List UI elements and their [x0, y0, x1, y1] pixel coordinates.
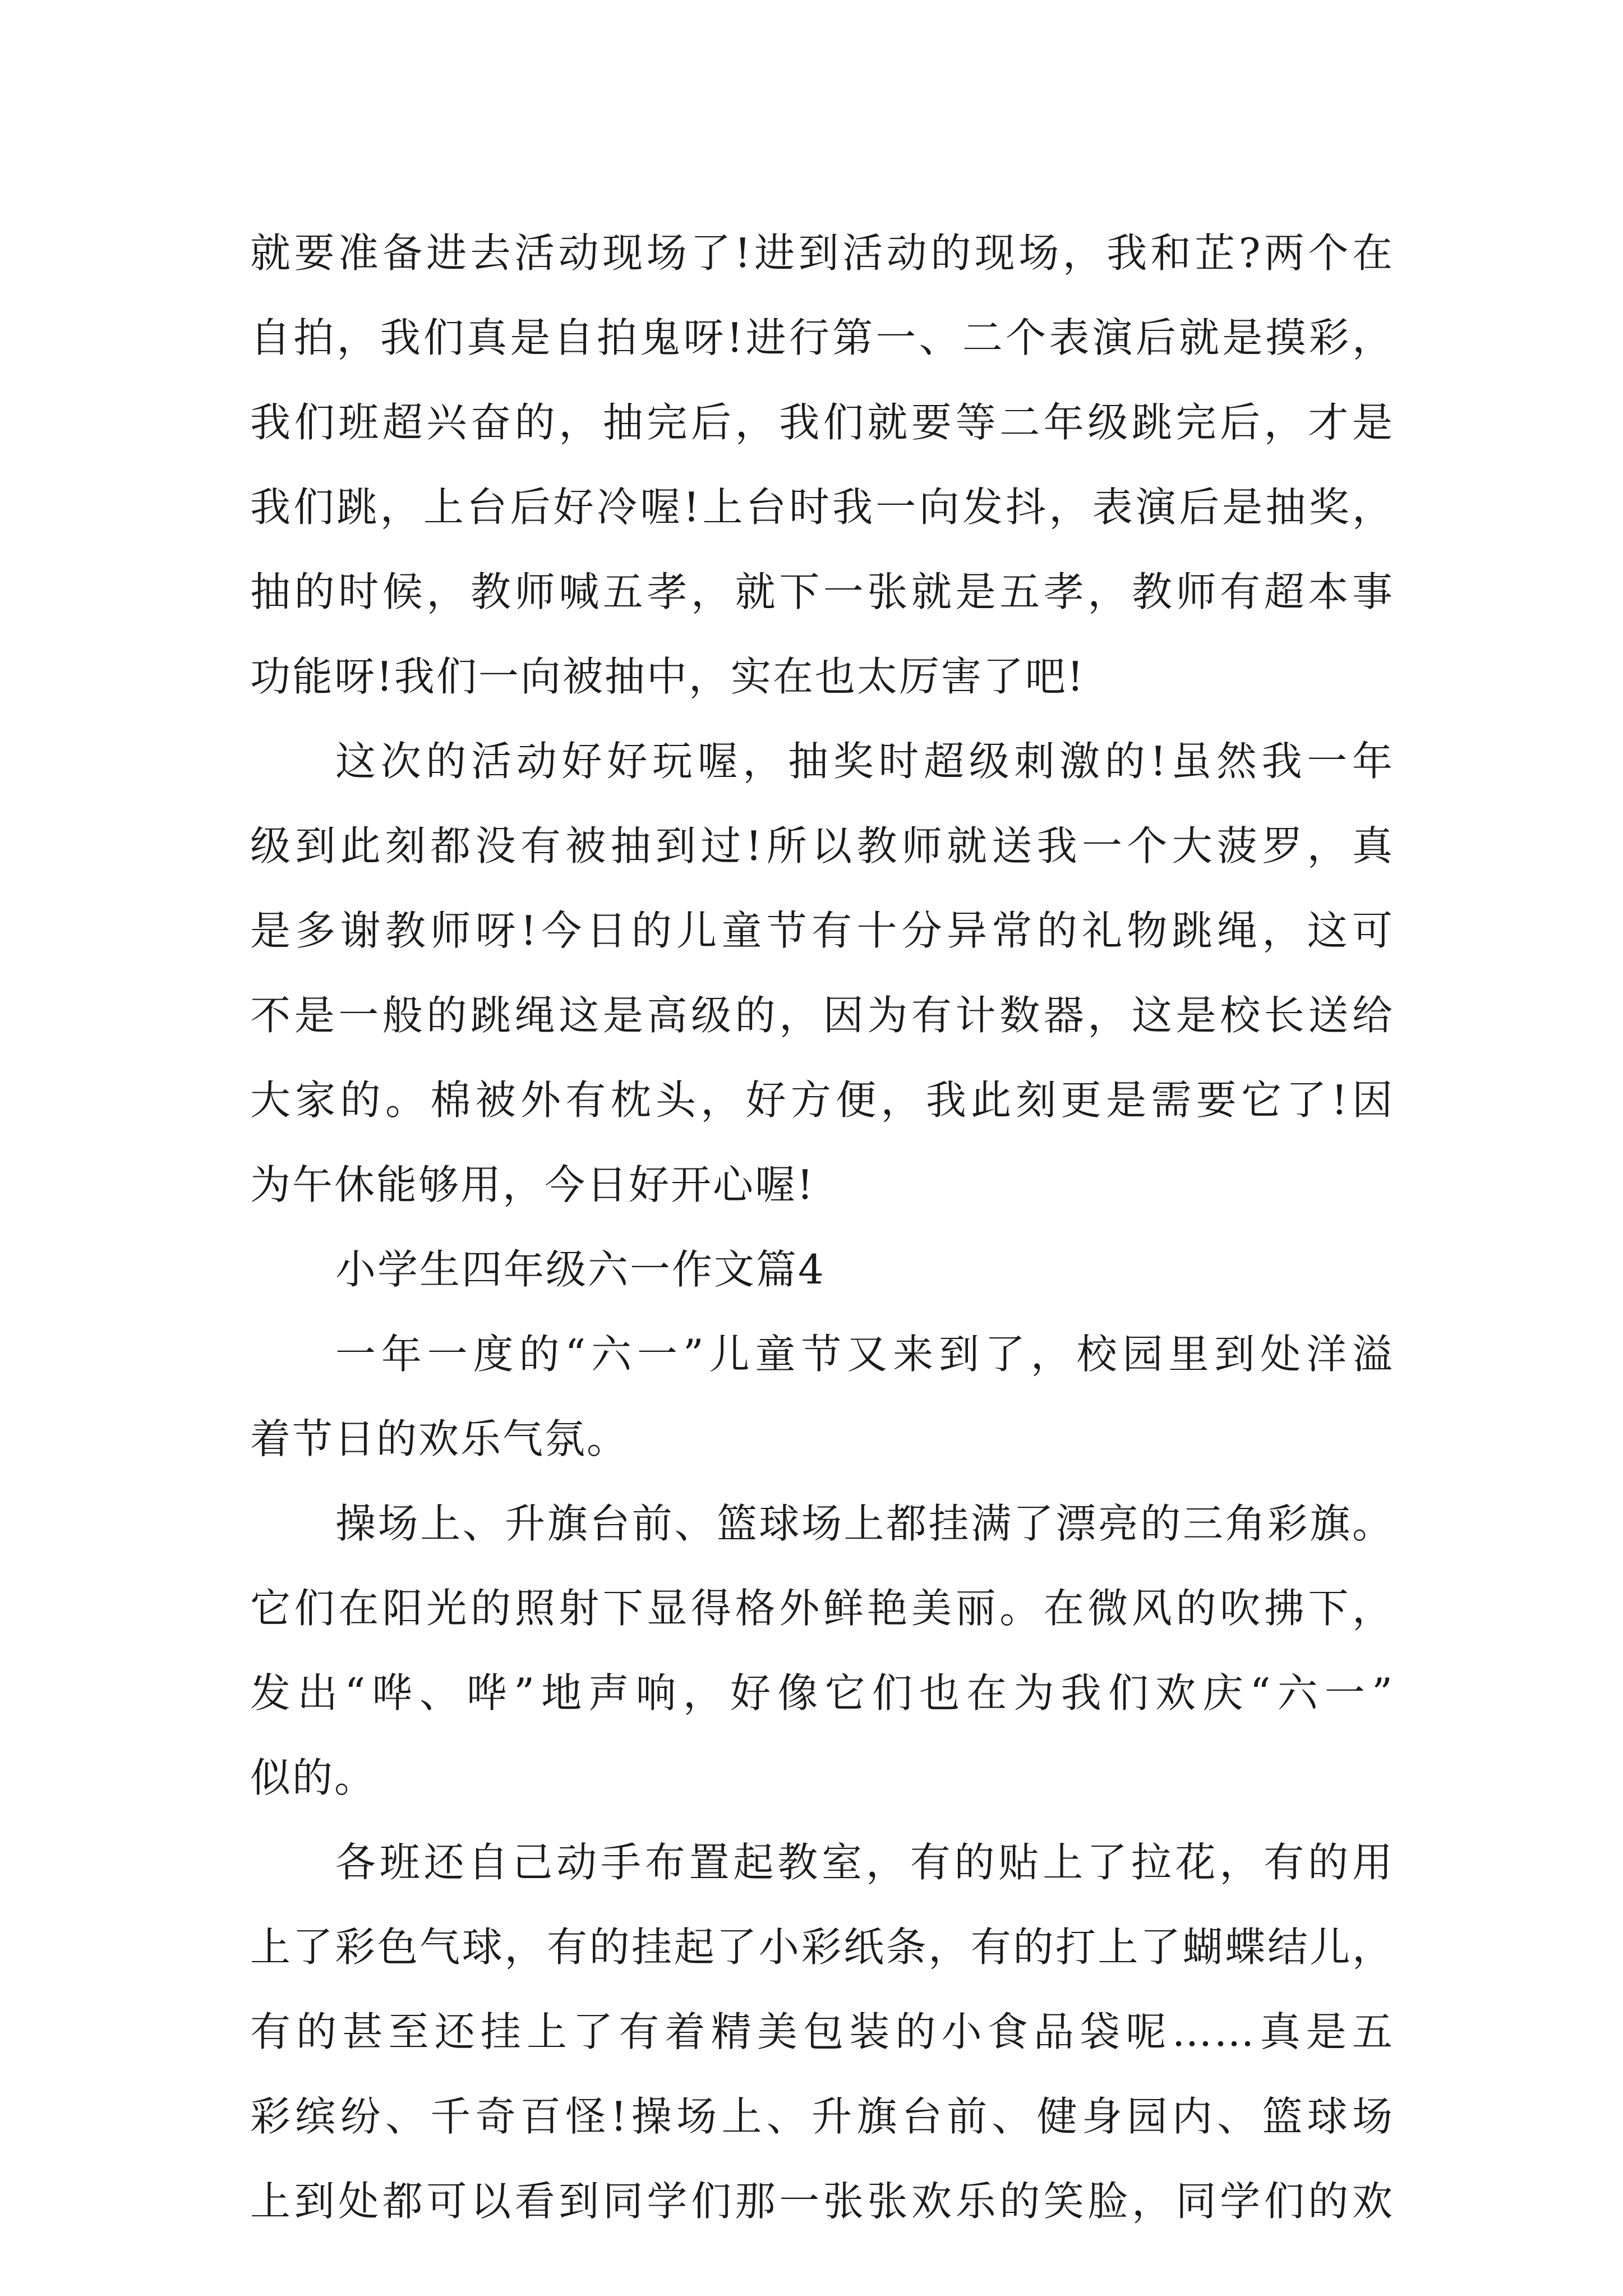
text-line: 我们跳，上台后好冷喔!上台时我一向发抖，表演后是抽奖， [250, 484, 1394, 531]
text-line: 功能呀!我们一向被抽中，实在也太厉害了吧! [250, 653, 1085, 700]
text-line: 操场上、升旗台前、篮球场上都挂满了漂亮的三角彩旗。 [335, 1500, 1394, 1547]
text-line: 为午休能够用，今日好开心喔! [250, 1161, 815, 1208]
text-line: 自拍，我们真是自拍鬼呀!进行第一、二个表演后就是摸彩， [250, 314, 1394, 361]
section-heading [250, 1227, 1394, 1312]
text-line: 大家的。棉被外有枕头，好方便，我此刻更是需要它了!因 [250, 1076, 1394, 1124]
paragraph [250, 719, 1394, 1227]
paragraph [250, 1312, 1394, 1481]
text-line: 有的甚至还挂上了有着精美包装的小食品袋呢……真是五 [250, 2008, 1394, 2055]
text-line: 着节日的欢乐气氛。 [250, 1415, 629, 1462]
text-line: 抽的时候，教师喊五孝，就下一张就是五孝，教师有超本事 [250, 568, 1394, 615]
paragraph [250, 1481, 1394, 1820]
text-line: 我们班超兴奋的，抽完后，我们就要等二年级跳完后，才是 [250, 399, 1394, 446]
paragraph [250, 1820, 1394, 2244]
text-line: 各班还自己动手布置起教室，有的贴上了拉花，有的用 [335, 1839, 1394, 1886]
text-line: 级到此刻都没有被抽到过!所以教师就送我一个大菠罗，真 [250, 822, 1394, 869]
text-line: 一年一度的“六一”儿童节又来到了，校园里到处洋溢 [335, 1331, 1394, 1378]
text-line: 似的。 [250, 1754, 377, 1801]
text-line: 上了彩色气球，有的挂起了小彩纸条，有的打上了蝴蝶结儿， [250, 1924, 1394, 1971]
document-body [250, 211, 1394, 2244]
text-line: 上到处都可以看到同学们那一张张欢乐的笑脸，同学们的欢 [250, 2178, 1394, 2225]
text-line: 这次的活动好好玩喔，抽奖时超级刺激的!虽然我一年 [335, 738, 1394, 785]
heading-line: 小学生四年级六一作文篇4 [335, 1246, 826, 1293]
text-line: 是多谢教师呀!今日的儿童节有十分异常的礼物跳绳，这可 [250, 907, 1394, 954]
paragraph [250, 211, 1394, 719]
text-line: 发出“哗、哗”地声响，好像它们也在为我们欢庆“六一” [250, 1669, 1394, 1717]
text-line: 它们在阳光的照射下显得格外鲜艳美丽。在微风的吹拂下， [250, 1585, 1394, 1632]
text-line: 就要准备进去活动现场了!进到活动的现场，我和芷?两个在 [250, 229, 1394, 277]
text-line: 彩缤纷、千奇百怪!操场上、升旗台前、健身园内、篮球场 [250, 2093, 1394, 2140]
text-line: 不是一般的跳绳这是高级的，因为有计数器，这是校长送给 [250, 992, 1394, 1039]
